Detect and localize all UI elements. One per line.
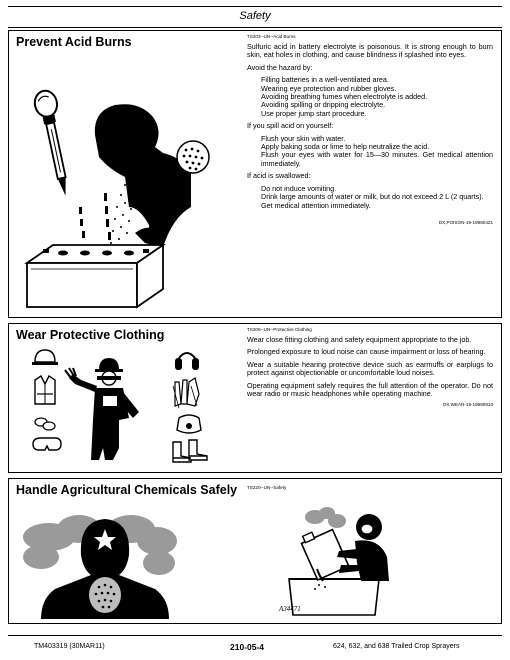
list-item: Filling batteries in a well-ventilated area. [261,75,389,85]
earmuffs-icon [175,353,199,370]
section-title: Handle Agricultural Chemicals Safely [16,483,238,497]
paragraph: Operating equipment safely requires the full attention of the operator. Do not wear radio or music headphones while operating machine. [247,380,493,399]
spill-list [247,135,493,169]
spill-label: If you spill acid on yourself: [247,121,334,131]
paragraph: Wear a suitable hearing protective device such as earmuffs or earplugs to protect against objectionable or uncomfortable loud noises. [247,359,493,378]
list-item: Use proper jump start procedure. [261,108,367,118]
list-item: Get medical attention immediately. [261,200,371,210]
section-wear-protective-clothing [8,323,502,473]
section-title: Prevent Acid Burns [16,35,132,49]
image-reference: TS220--UN--Safety [247,485,287,490]
paragraph: Wear close fitting clothing and safety equipment appropriate to the job. [247,335,472,344]
paragraph: Prolonged exposure to loud noise can cause impairment or loss of hearing. [247,347,486,357]
footer-divider [8,635,502,636]
safety-vest-icon [35,376,55,404]
list-item: Avoiding breathing fumes when electrolyte is added. [261,92,428,102]
avoid-list [247,76,493,118]
document-id: DX,WEAR-19-19980910 [442,402,493,408]
list-item: Drink large amounts of water or milk, but do not exceed 2 L (2 quarts). [261,192,484,202]
image-reference: TS206--UN--Protective Clothing [247,327,312,332]
chemical-pouring-illustration [279,507,399,619]
hard-hat-icon [32,350,58,365]
goggles-icon [33,438,61,450]
safety-boots-icon [173,440,207,462]
chemical-fumes-illustration [19,507,179,619]
swallow-list [247,185,493,210]
protective-clothing-text [247,327,493,408]
list-item: Wearing eye protection and rubber gloves. [261,83,397,93]
document-id: DX,POISON-19-19980421 [438,219,493,225]
respirator-icon [177,415,201,433]
list-item: Do not induce vomiting. [261,183,337,193]
footer-document-number: TM403319 (30MAR11) [34,643,105,650]
swallow-label: If acid is swallowed: [247,171,311,181]
acid-burns-text [247,34,493,226]
list-item: Avoiding spilling or dripping electrolyte. [261,100,386,110]
list-item: Flush your skin with water. [261,133,346,143]
worker-figure-icon [65,358,139,460]
list-item: Apply baking soda or lime to help neutralize the acid. [261,142,430,152]
gloves-icon [173,378,199,408]
section-prevent-acid-burns [8,30,502,318]
protective-clothing-illustration [29,348,209,466]
acid-burn-illustration [13,57,241,312]
section-handle-chemicals-safely [8,478,502,624]
avoid-label: Avoid the hazard by: [247,62,313,72]
footer-product-name: 624, 632, and 638 Trailed Crop Sprayers [333,643,460,650]
footer-page-number: 210-05-4 [230,642,265,652]
list-item: Flush your eyes with water for 15—30 minutes. Get medical attention immediately. [261,150,493,168]
section-title: Wear Protective Clothing [16,328,165,342]
page-header [8,6,502,28]
page-header-title: Safety [239,10,271,22]
intro-paragraph: Sulfuric acid in battery electrolyte is poisonous. It is strong enough to burn skin, eat holes in clothing, and cause blindness if splashed into eyes. [247,42,493,60]
illustration-label: A34471 [279,605,301,613]
earplugs-icon [35,418,55,430]
image-reference: TS203--UN--Acid Burns [247,34,296,39]
